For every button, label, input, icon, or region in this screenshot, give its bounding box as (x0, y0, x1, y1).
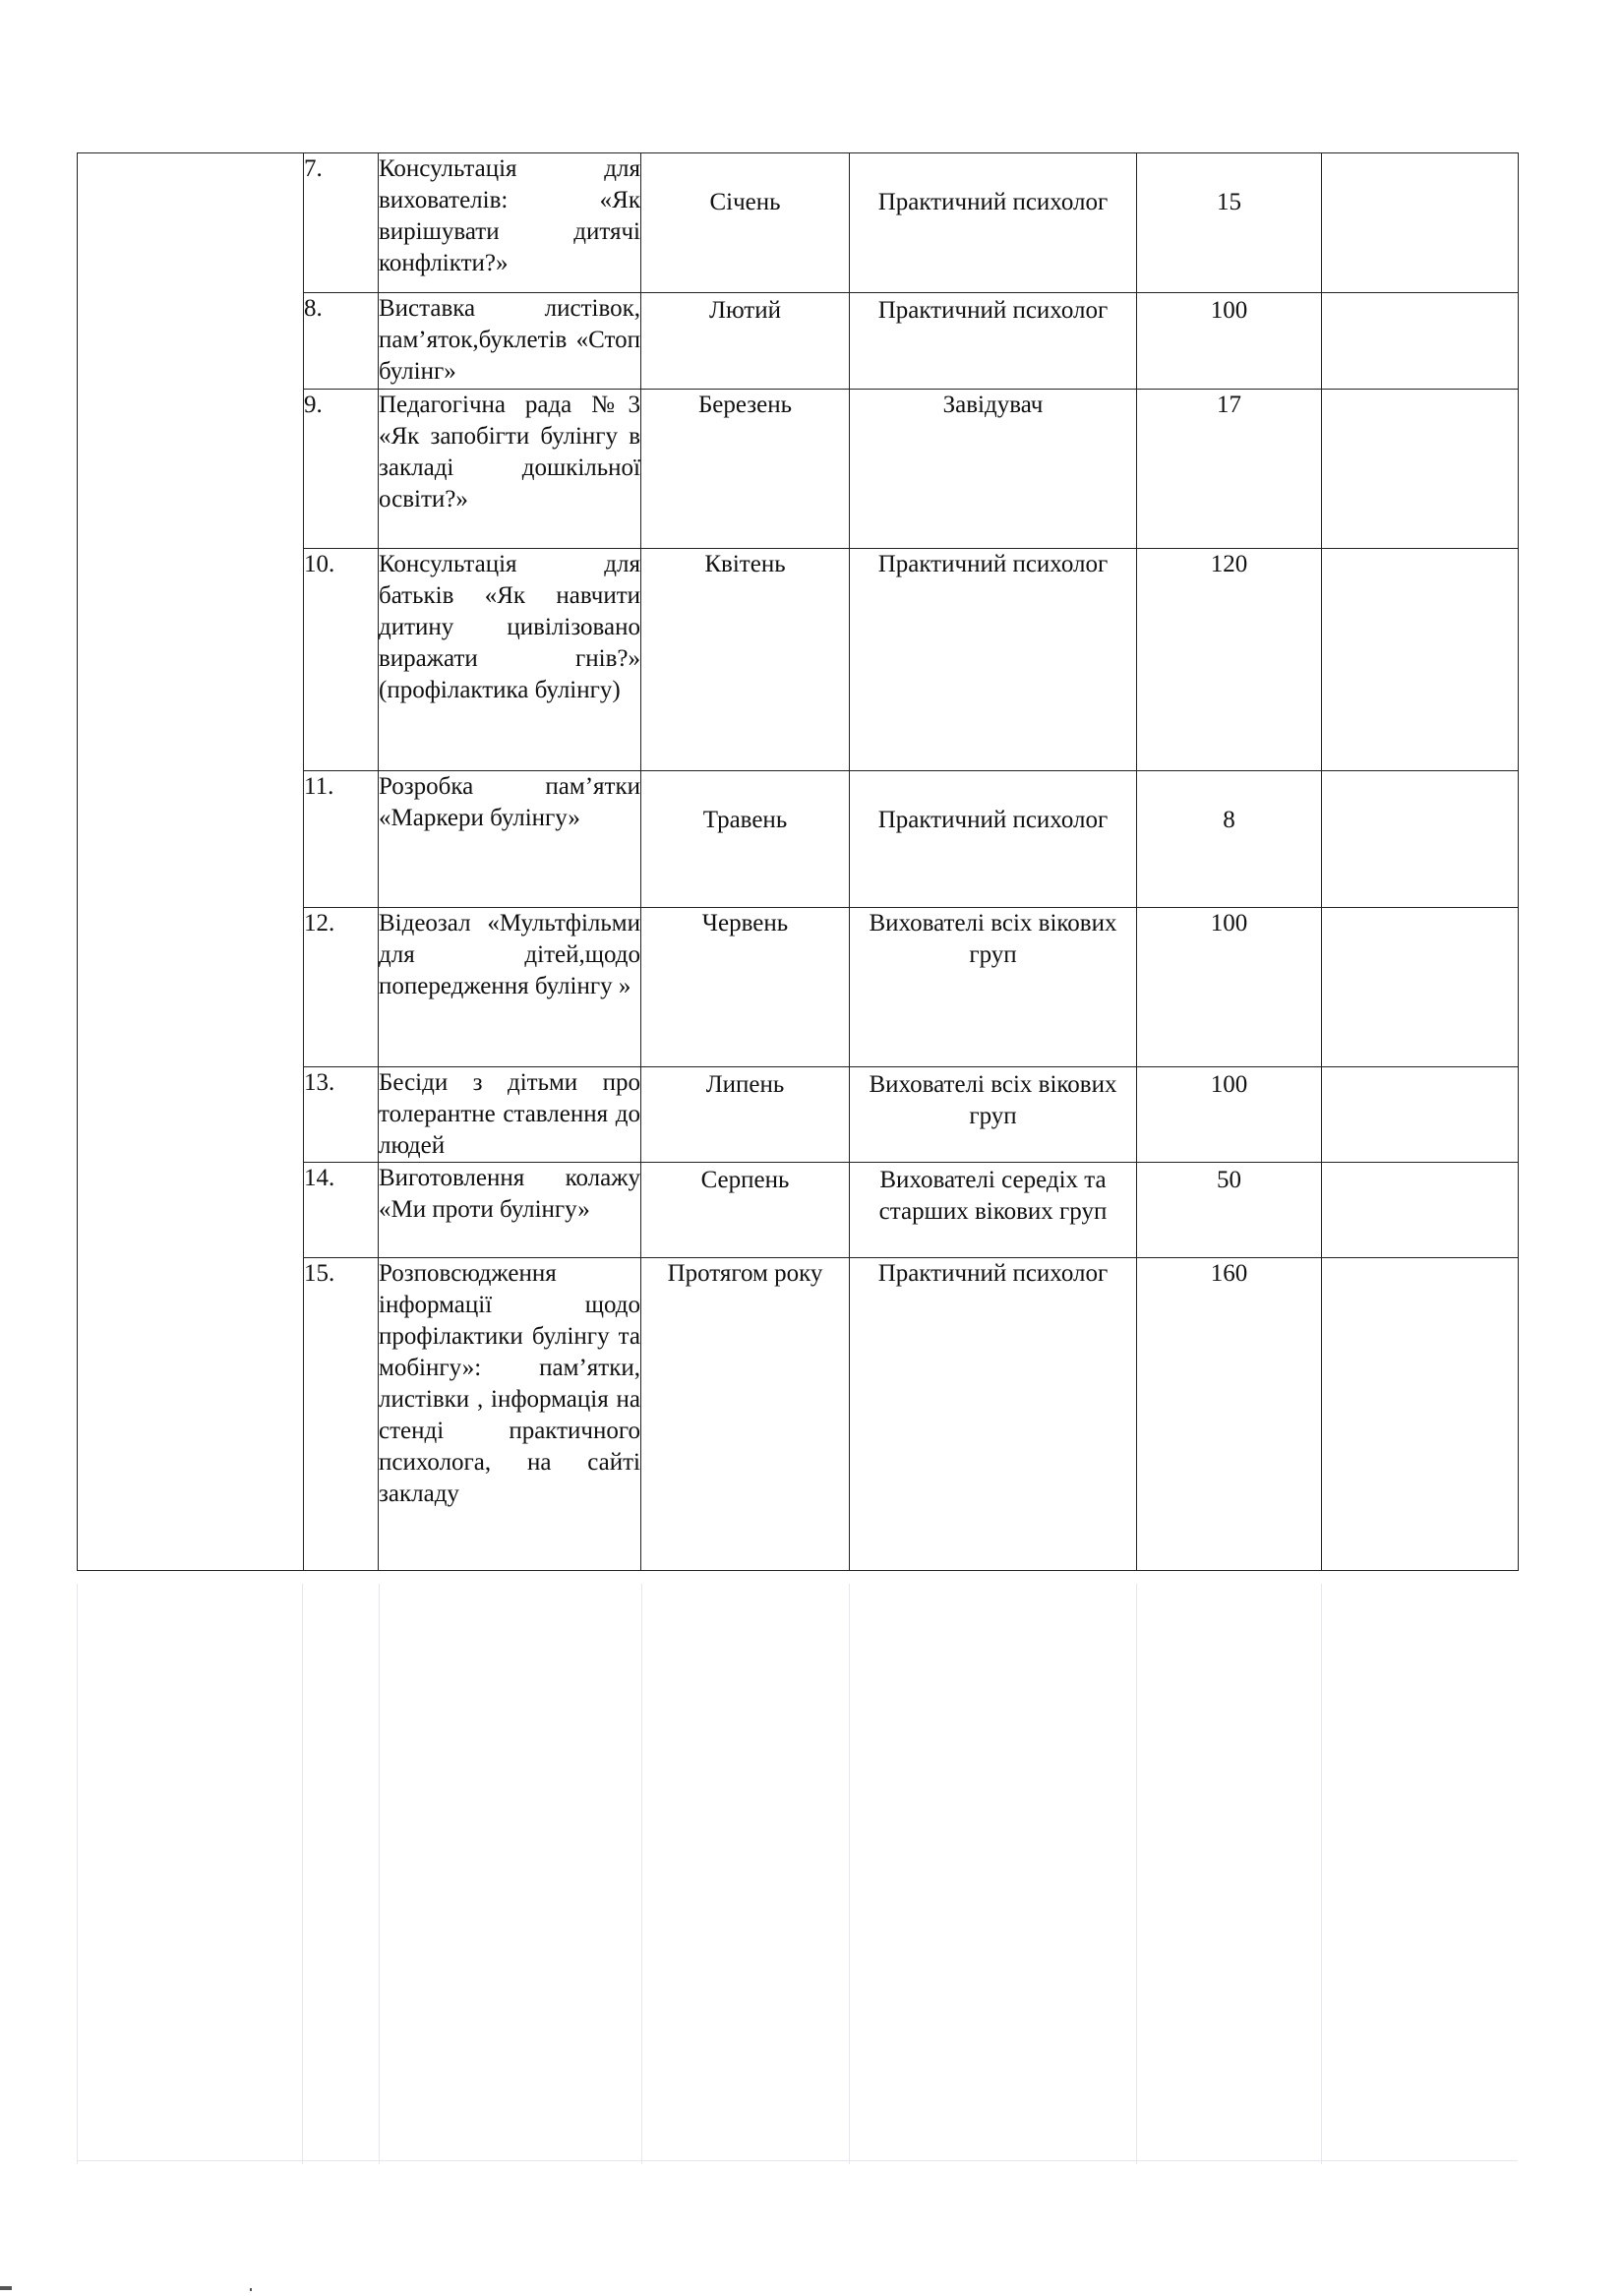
term-text: Протягом року (667, 1260, 823, 1287)
term-text: Березень (697, 392, 793, 418)
term-cell (641, 908, 850, 1067)
term-cell (641, 1067, 850, 1163)
note-cell (1322, 908, 1519, 1067)
responsible-text: Вихователі всіх вікових груп (869, 910, 1117, 968)
row-number: 7. (304, 153, 379, 293)
bleed-through-line (302, 1584, 303, 2164)
term-cell (641, 771, 850, 908)
term-text: Серпень (700, 1167, 790, 1193)
quantity-text: 50 (1217, 1167, 1241, 1193)
bleed-through-line (1136, 1584, 1137, 2164)
event-cell: Консультація для вихователів: «Як вирішувати дитячі конфлікти?» (379, 153, 641, 293)
bleed-through-line (379, 1584, 380, 2164)
responsible-text: Практичний психолог (877, 297, 1109, 324)
term-text: Квітень (704, 551, 786, 577)
term-cell (641, 153, 850, 293)
responsible-cell (850, 293, 1137, 390)
responsible-cell (850, 1258, 1137, 1571)
row-number: 10. (304, 549, 379, 771)
term-text: Лютий (709, 297, 781, 324)
event-cell: Відеозал «Мультфільми для дітей,щодо попередження булінгу » (379, 908, 641, 1067)
responsible-text: Практичний психолог (877, 807, 1109, 833)
note-cell (1322, 153, 1519, 293)
table-row (78, 153, 1519, 293)
note-cell (1322, 293, 1519, 390)
quantity-cell (1137, 771, 1322, 908)
quantity-cell (1137, 549, 1322, 771)
row-number: 9. (304, 390, 379, 549)
note-cell (1322, 1067, 1519, 1163)
responsible-cell (850, 1067, 1137, 1163)
event-cell: Бесіди з дітьми про толерантне ставлення до людей (379, 1067, 641, 1163)
note-cell (1322, 771, 1519, 908)
responsible-text: Вихователі середіх та старших вікових груп (878, 1167, 1108, 1225)
term-cell (641, 293, 850, 390)
row-number: 15. (304, 1258, 379, 1571)
quantity-text: 8 (1223, 807, 1235, 833)
event-cell: Розповсюдження інформації щодо профілактики булінгу та мобінгу»: пам’ятки, листівки , інформація на стенді практичного психолога, на сайті закладу (379, 1258, 641, 1571)
responsible-text: Завідувач (942, 392, 1044, 418)
row-number: 13. (304, 1067, 379, 1163)
quantity-cell (1137, 1258, 1322, 1571)
responsible-cell (850, 153, 1137, 293)
quantity-cell (1137, 908, 1322, 1067)
note-cell (1322, 1163, 1519, 1258)
responsible-text: Практичний психолог (877, 1260, 1109, 1287)
event-cell: Виставка листівок, пам’яток,буклетів «Стоп булінг» (379, 293, 641, 390)
row-number: 14. (304, 1163, 379, 1258)
quantity-cell (1137, 390, 1322, 549)
responsible-cell (850, 390, 1137, 549)
row-number: 12. (304, 908, 379, 1067)
quantity-text: 100 (1210, 297, 1248, 324)
quantity-cell (1137, 293, 1322, 390)
term-text: Січень (709, 189, 781, 215)
note-cell (1322, 549, 1519, 771)
responsible-cell (850, 908, 1137, 1067)
bleed-through-line (641, 1584, 642, 2164)
bleed-through-line (77, 1584, 78, 2164)
note-cell (1322, 1258, 1519, 1571)
responsible-text: Практичний психолог (877, 189, 1109, 215)
term-cell (641, 1163, 850, 1258)
term-text: Червень (701, 910, 789, 937)
anti-bullying-plan-table (77, 152, 1519, 1571)
term-text: Травень (702, 807, 788, 833)
row-number: 8. (304, 293, 379, 390)
responsible-cell (850, 1163, 1137, 1258)
note-cell (1322, 390, 1519, 549)
quantity-cell (1137, 153, 1322, 293)
event-cell: Розробка пам’ятки «Маркери булінгу» (379, 771, 641, 908)
quantity-text: 100 (1210, 910, 1248, 937)
term-cell (641, 390, 850, 549)
quantity-text: 160 (1210, 1260, 1248, 1287)
bleed-through-line (77, 2160, 1518, 2161)
responsible-text: Вихователі всіх вікових груп (869, 1071, 1117, 1129)
responsible-cell (850, 771, 1137, 908)
term-text: Липень (705, 1071, 785, 1098)
bleed-through-line (849, 1584, 850, 2164)
event-cell: Консультація для батьків «Як навчити дитину цивілізовано виражати гнів?» (профілактика булінгу) (379, 549, 641, 771)
quantity-text: 17 (1217, 392, 1241, 418)
event-cell: Педагогічна рада №3 «Як запобігти булінгу в закладі дошкільної освіти?» (379, 390, 641, 549)
section-cell (78, 153, 304, 1571)
quantity-cell (1137, 1067, 1322, 1163)
responsible-text: Практичний психолог (877, 551, 1109, 577)
term-cell (641, 1258, 850, 1571)
bleed-through-line (1321, 1584, 1322, 2164)
scan-mark (250, 2288, 252, 2291)
row-number: 11. (304, 771, 379, 908)
quantity-text: 120 (1210, 551, 1248, 577)
quantity-text: 15 (1217, 189, 1241, 215)
term-cell (641, 549, 850, 771)
responsible-cell (850, 549, 1137, 771)
quantity-cell (1137, 1163, 1322, 1258)
quantity-text: 100 (1210, 1071, 1248, 1098)
scan-mark (0, 2286, 12, 2290)
event-cell: Виготовлення колажу «Ми проти булінгу» (379, 1163, 641, 1258)
